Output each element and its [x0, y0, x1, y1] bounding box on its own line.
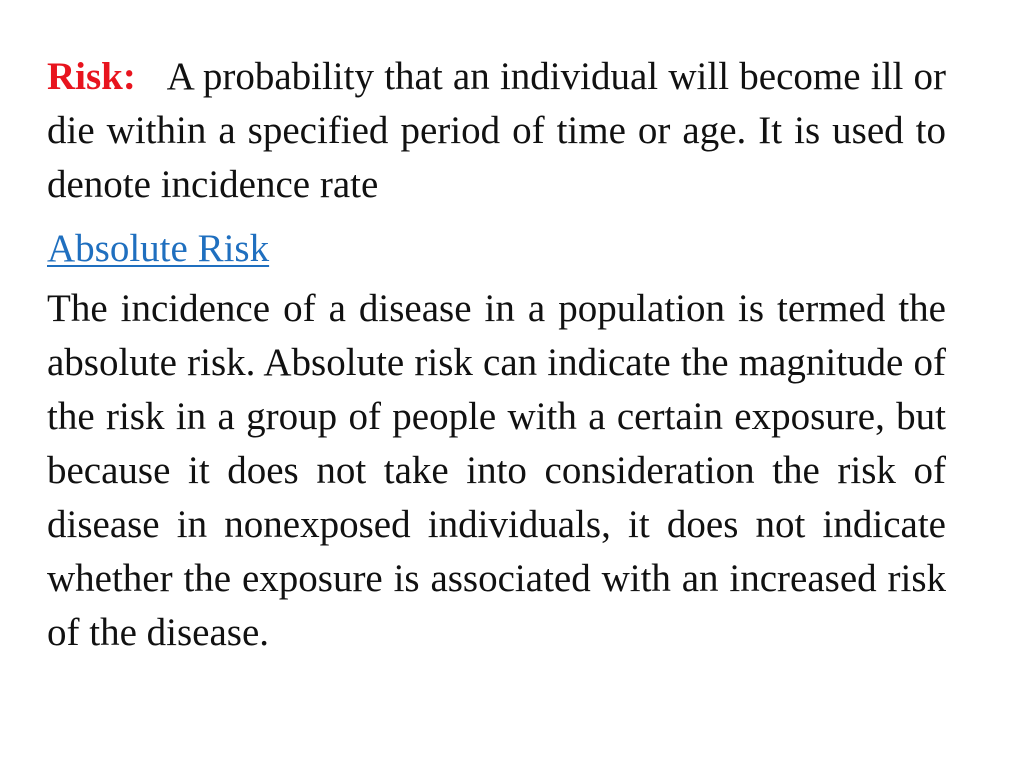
risk-definition-paragraph — [47, 50, 946, 212]
absolute-risk-paragraph: The incidence of a disease in a population is termed the absolute risk. Absolute risk can indicate the magnitude of the risk in a group of people with a certain exposure, but because it does not take into consideration the risk of disease in nonexposed individuals, it does not indicate whether the exposure is associated with an increased risk of the disease. — [47, 287, 946, 654]
risk-definition-text: A probability that an individual will become ill or die within a specified period of time or age. It is used to denote incidence rate — [47, 55, 947, 206]
risk-term: Risk: — [47, 55, 136, 98]
absolute-risk-heading-link[interactable]: Absolute Risk — [47, 227, 270, 270]
